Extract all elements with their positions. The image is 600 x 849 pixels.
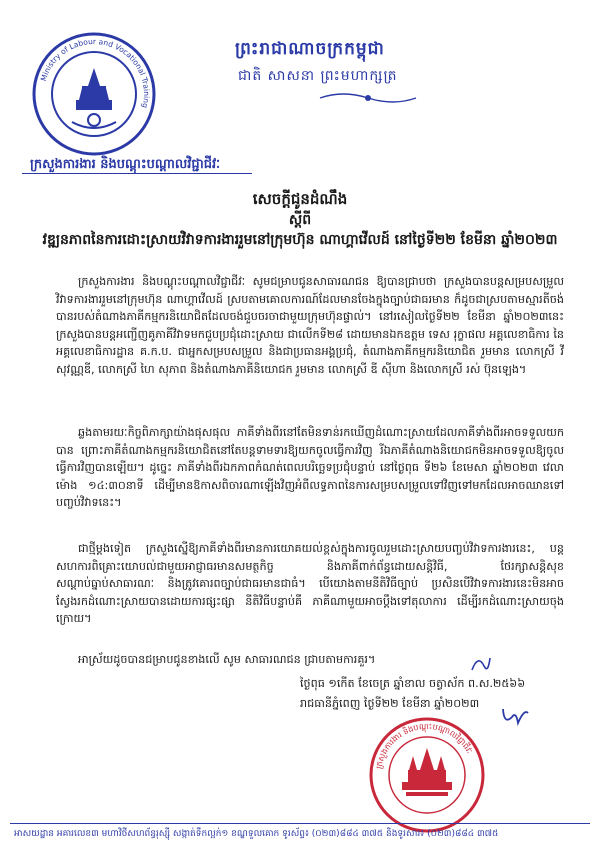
signature [500,703,530,729]
paragraph-2: ឆ្លងតាមរយៈកិច្ចពិភាក្សាយ៉ាងផុសផុល ភាគីទាំងពីរនៅតែមិនទាន់រកឃើញដំណោះស្រាយដែលភាគីទាំងពីរអាចទទួលយកបាន ព្រោះភាគីតំណាងកម្មករនិយោជិតនៅតែបន្តទាមទារឱ្យយកចូលធ្វើការវិញ រីឯភាគីតំណាងនិយោជកមិនអាចទទួលឱ្យចូលធ្វើការវិញបានឡើយ។ ដូច្នេះ ភាគីទាំងពីរឯកភាពកំណត់ពេលបរិច្ឆេទប្រជុំបន្ទាប់ នៅថ្ងៃពុធ ទី២៦ ខែមេសា ឆ្នាំ២០២៣ វេលាម៉ោង ១៤:៣០នាទី ដើម្បីមានឱកាសពិចារណាឡើងវិញអំពីលទ្ធភាពនៃការសម្របសម្រួលទៅវិញទៅមកដែលអាចឈានទៅបញ្ចប់វិវាទនេះ។ [56,426,564,509]
ornament-divider [318,90,418,106]
notice-title: សេចក្តីជូនដំណឹង [252,190,348,208]
ministry-logo [32,32,156,156]
ministry-name: ក្រសួងការងារ និងបណ្តុះបណ្តាលវិជ្ជាជីវៈ [30,157,221,172]
solar-date: រាជធានីភ្នំពេញ ថ្ងៃទី២២ ខែមីនា ឆ្នាំ២០២៣ [300,697,480,710]
official-seal [368,716,486,834]
seal-ring-text: ក្រសួងការងារ និងបណ្តុះបណ្តាលវិជ្ជាជីវៈ [374,721,475,770]
lunar-date: ថ្ងៃពុធ ១កើត ខែចេត្រ ឆ្នាំខាល ចត្វាស័ក ព.ស.២៥៦៦ [300,677,526,690]
paragraph-1: ក្រសួងការងារ និងបណ្តុះបណ្តាលវិជ្ជាជីវៈ សូមជម្រាបជូនសាធារណជន ឱ្យបានជ្រាបថា ក្រសួងបានបន្តសម្របសម្រួលវិវាទការងាររួមនៅក្រុមហ៊ុន ណាហ្គាវើលដ៍ ស្របតាមគោលការណ៍ដែលមានចែងក្នុងច្បាប់ជាធរមាន ក៏ដូចជាស្របតាមស្មារតីចង់បានរបស់តំណាងភាគីកម្មករនិយោជិតដែលចង់ជួបចរចាជាមួយក្រុមហ៊ុនផ្ទាល់។ នៅរសៀលថ្ងៃទី២២ ខែមីនា ឆ្នាំ២០២៣នេះ ក្រសួងបានបន្តអញ្ជើញគូភាគីវិវាទមកជួបប្រជុំដោះស្រាយ ជាលើកទី២៨ ដោយមានឯកឧត្តម ទេស រុក្ខាផល អគ្គលេខាធិការ នៃអគ្គលេខាធិការដ្ឋាន គ.ក.ប. ជាអ្នកសម្របសម្រួល និងជាប្រធានអង្គប្រជុំ, តំណាងភាគីកម្មករនិយោជិត រួមមាន លោកស្រី វី សុវណ្ណឌី, លោកស្រី ហៃ សុភាព និងតំណាងភាគីនិយោជក រួមមាន លោកស្រី ឌី ស៊ីហា និងលោកស្រី រស់ ប៊ុនឡេង។ [56,275,564,376]
paragraph-4: អាស្រ័យដូចបានជម្រាបជូនខាងលើ សូម សាធារណជន ជ្រាបតាមការគួរ។ [78,653,376,666]
initial-mark [468,652,494,676]
kingdom-heading: ព្រះរាជាណាចក្រកម្ពុជា [235,39,385,59]
footer-divider [10,823,590,824]
notice-subtitle: ស្តីពី [288,212,312,228]
notice-headline: វឌ្ឍនភាពនៃការដោះស្រាយវិវាទការងាររួមនៅក្រុមហ៊ុន ណាហ្គាវើលដ៍ នៅថ្ងៃទី២២ ខែមីនា ឆ្នាំ២០២៣ [42,232,558,248]
logo-ring-text: Ministry of Labour and Vocational Training [38,36,152,109]
ministry-underline [22,173,252,174]
paragraph-3: ជាថ្មីម្តងទៀត ក្រសួងស្នើឱ្យភាគីទាំងពីរមានការយោគយល់ខ្ពស់ក្នុងការចូលរួមដោះស្រាយបញ្ចប់វិវាទការងារនេះ, បន្តសហការពិគ្រោះយោបល់ជាមួយអាជ្ញាធរមានសមត្ថកិច្ច និងភាគីពាក់ព័ន្ធដោយសន្តិវិធី, ថែរក្សាសន្តិសុខ សណ្តាប់ធ្នាប់សាធារណៈ និងត្រូវគោរពច្បាប់ជាធរមានជាធំ។ បើយោងតាមនីតិវិធីច្បាប់ ប្រសិនបើវិវាទការងារនេះមិនអាចស្វែងរកដំណោះស្រាយបានដោយការផ្សះផ្សា នីតិវិធីបន្ទាប់គឺ ភាគីណាមួយអាចប្តឹងទៅតុលាការ ដើម្បីរកដំណោះស្រាយចុងក្រោយ។ [56,542,564,625]
national-motto: ជាតិ សាសនា ព្រះមហាក្សត្រ [238,68,398,84]
footer-address: អាសយដ្ឋាន អគារលេខ៣ មហាវិថីសហព័ន្ធរុស្ស៊ី សង្កាត់ទឹកល្អក់១ ខណ្ឌទួលគោក ទូរស័ព្ទ៖ (០២៣)៨៨៤ ៣៧៥ និងទូរសារ៖ (០២៣)៨៨៤ ៣៧៥ [14,829,499,839]
